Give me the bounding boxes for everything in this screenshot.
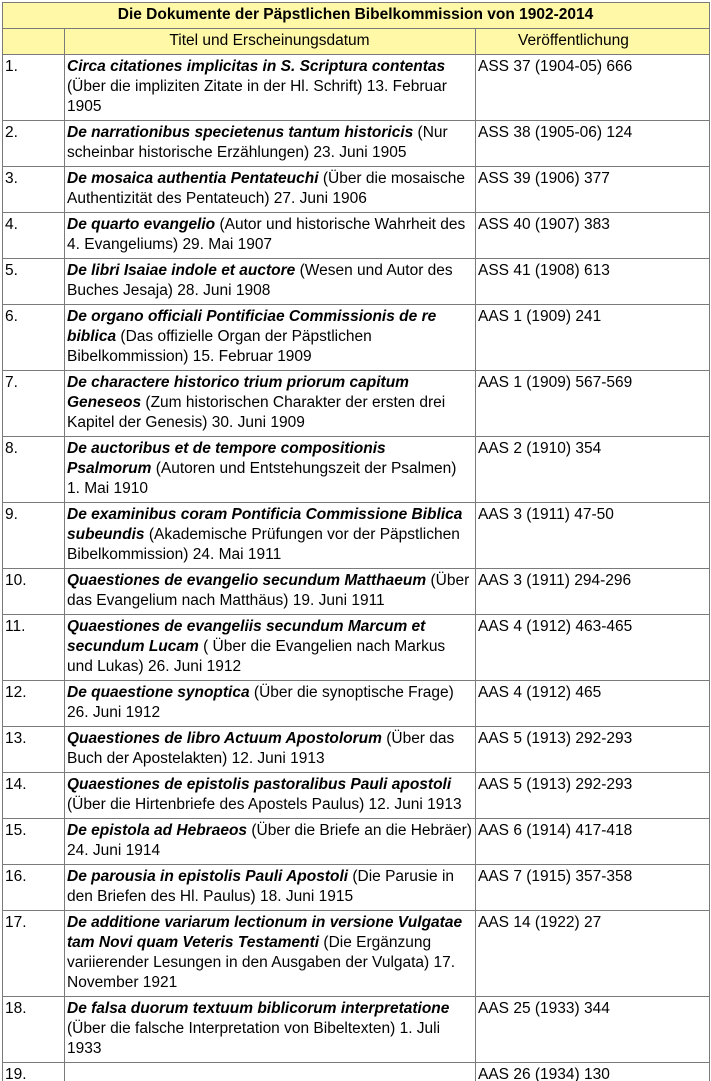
row-title-cell: [65, 305, 476, 371]
row-publication: AAS 3 (1911) 294-296: [476, 569, 710, 615]
latin-title: De falsa duorum textuum biblicorum interpretatione: [67, 1000, 450, 1017]
row-number: 18.: [3, 997, 65, 1063]
table-row: [3, 819, 710, 865]
table-title: Die Dokumente der Päpstlichen Bibelkommission von 1902-2014: [3, 3, 710, 29]
row-number: 14.: [3, 773, 65, 819]
latin-title: De libri Isaiae indole et auctore: [67, 262, 296, 279]
row-title-cell: [65, 1063, 476, 1081]
row-publication: ASS 41 (1908) 613: [476, 259, 710, 305]
latin-title: De epistola ad Hebraeos: [67, 822, 248, 839]
row-title-cell: [65, 615, 476, 681]
row-title-cell: [65, 911, 476, 997]
row-publication: AAS 14 (1922) 27: [476, 911, 710, 997]
row-publication: ASS 38 (1905-06) 124: [476, 121, 710, 167]
table-row: [3, 121, 710, 167]
documents-table: [2, 2, 710, 1081]
row-publication: AAS 2 (1910) 354: [476, 437, 710, 503]
german-description: (Zum historischen Charakter der ersten drei Kapitel der Genesis) 30. Juni 1909: [67, 394, 446, 431]
german-description: (Nur scheinbar historische Erzählungen) 23. Juni 1905: [67, 124, 448, 161]
latin-title: De quarto evangelio: [67, 216, 216, 233]
row-publication: AAS 1 (1909) 567-569: [476, 371, 710, 437]
row-number: 6.: [3, 305, 65, 371]
german-description: (Über die synoptische Frage) 26. Juni 1912: [67, 684, 454, 721]
german-description: (Autor und historische Wahrheit des 4. Evangeliums) 29. Mai 1907: [67, 216, 466, 253]
row-number: 1.: [3, 55, 65, 121]
row-number: 5.: [3, 259, 65, 305]
latin-title: De auctoribus et de tempore compositionis Psalmorum: [67, 440, 386, 477]
table-row: [3, 55, 710, 121]
row-title-cell: [65, 681, 476, 727]
row-title-cell: [65, 773, 476, 819]
table-row: [3, 259, 710, 305]
row-publication: AAS 4 (1912) 463-465: [476, 615, 710, 681]
german-description: (Wesen und Autor des Buches Jesaja) 28. Juni 1908: [67, 262, 453, 299]
latin-title: Quaestiones de evangeliis secundum Marcum et secundum Lucam: [67, 618, 426, 655]
table-row: [3, 503, 710, 569]
row-publication: AAS 4 (1912) 465: [476, 681, 710, 727]
german-description: (Über das Buch der Apostelakten) 12. Juni 1913: [67, 730, 455, 767]
german-description: (Das offizielle Organ der Päpstlichen Bibelkommission) 15. Februar 1909: [67, 328, 372, 365]
table-row: [3, 167, 710, 213]
row-publication: AAS 5 (1913) 292-293: [476, 727, 710, 773]
row-number: 13.: [3, 727, 65, 773]
row-number: 19.: [3, 1063, 65, 1081]
row-number: 16.: [3, 865, 65, 911]
german-description: (Über das Evangelium nach Matthäus) 19. Juni 1911: [67, 572, 470, 609]
latin-title: De narrationibus specietenus tantum historicis: [67, 124, 414, 141]
german-description: (Über die mosaische Authentizität des Pentateuch) 27. Juni 1906: [67, 170, 465, 207]
row-number: 2.: [3, 121, 65, 167]
row-title-cell: [65, 865, 476, 911]
row-number: 4.: [3, 213, 65, 259]
row-number: 3.: [3, 167, 65, 213]
table-title-row: [3, 3, 710, 29]
row-title-cell: [65, 437, 476, 503]
german-description: (Über die Hirtenbriefe des Apostels Paulus) 12. Juni 1913: [67, 796, 462, 813]
german-description: (Über die falsche Interpretation von Bibeltexten) 1. Juli 1933: [67, 1020, 441, 1057]
table-row: [3, 213, 710, 259]
table-body: [3, 55, 710, 1081]
table-row: [3, 681, 710, 727]
row-publication: AAS 5 (1913) 292-293: [476, 773, 710, 819]
latin-title: De examinibus coram Pontificia Commissione Biblica subeundis: [67, 506, 463, 543]
row-title-cell: [65, 727, 476, 773]
table-row: [3, 305, 710, 371]
row-publication: AAS 1 (1909) 241: [476, 305, 710, 371]
row-title-cell: [65, 569, 476, 615]
table-row: [3, 1063, 710, 1081]
column-header-publication: Veröffentlichung: [476, 29, 710, 55]
table-row: [3, 911, 710, 997]
row-publication: ASS 40 (1907) 383: [476, 213, 710, 259]
row-title-cell: [65, 503, 476, 569]
row-number: 11.: [3, 615, 65, 681]
table-row: [3, 569, 710, 615]
table-row: [3, 773, 710, 819]
row-title-cell: [65, 213, 476, 259]
row-title-cell: [65, 167, 476, 213]
row-number: 15.: [3, 819, 65, 865]
row-publication: AAS 6 (1914) 417-418: [476, 819, 710, 865]
row-publication: AAS 25 (1933) 344: [476, 997, 710, 1063]
table-row: [3, 997, 710, 1063]
table-row: [3, 865, 710, 911]
row-publication: ASS 37 (1904-05) 666: [476, 55, 710, 121]
latin-title: De organo officiali Pontificiae Commissionis de re biblica: [67, 308, 437, 345]
column-header-title: Titel und Erscheinungsdatum: [65, 29, 476, 55]
german-description: (Autoren und Entstehungszeit der Psalmen) 1. Mai 1910: [67, 460, 457, 497]
latin-title: Circa citationes implicitas in S. Scriptura contentas: [67, 58, 446, 75]
row-title-cell: [65, 819, 476, 865]
row-number: 17.: [3, 911, 65, 997]
german-description: ( Über die Evangelien nach Markus und Lukas) 26. Juni 1912: [67, 638, 446, 675]
row-title-cell: [65, 55, 476, 121]
latin-title: Quaestiones de libro Actuum Apostolorum: [67, 730, 382, 747]
table-header-row: [3, 29, 710, 55]
row-publication: ASS 39 (1906) 377: [476, 167, 710, 213]
table-row: [3, 615, 710, 681]
row-publication: AAS 26 (1934) 130: [476, 1063, 710, 1081]
row-publication: AAS 3 (1911) 47-50: [476, 503, 710, 569]
row-title-cell: [65, 121, 476, 167]
german-description: (Die Parusie in den Briefen des Hl. Paulus) 18. Juni 1915: [67, 868, 455, 905]
row-title-cell: [65, 997, 476, 1063]
row-number: 8.: [3, 437, 65, 503]
german-description: (Akademische Prüfungen vor der Päpstlichen Bibelkommission) 24. Mai 1911: [67, 526, 460, 563]
row-number: 7.: [3, 371, 65, 437]
table-row: [3, 371, 710, 437]
latin-title: Quaestiones de evangelio secundum Matthaeum: [67, 572, 427, 589]
row-title-cell: [65, 259, 476, 305]
column-header-number: [3, 29, 65, 55]
german-description: (Über die impliziten Zitate in der Hl. Schrift) 13. Februar 1905: [67, 78, 447, 115]
latin-title: De parousia in epistolis Pauli Apostoli: [67, 868, 349, 885]
row-number: 9.: [3, 503, 65, 569]
latin-title: De additione variarum lectionum in versione Vulgatae tam Novi quam Veteris Testamenti: [67, 914, 463, 951]
table-row: [3, 727, 710, 773]
latin-title: De charactere historico trium priorum capitum Geneseos: [67, 374, 409, 411]
table-row: [3, 437, 710, 503]
latin-title: Quaestiones de epistolis pastoralibus Pauli apostoli: [67, 776, 452, 793]
row-number: 10.: [3, 569, 65, 615]
row-number: 12.: [3, 681, 65, 727]
row-title-cell: [65, 371, 476, 437]
latin-title: De mosaica authentia Pentateuchi: [67, 170, 319, 187]
latin-title: De quaestione synoptica: [67, 684, 250, 701]
german-description: (Die Ergänzung variierender Lesungen in den Ausgaben der Vulgata) 17. November 1921: [67, 934, 456, 991]
row-publication: AAS 7 (1915) 357-358: [476, 865, 710, 911]
german-description: (Über die Briefe an die Hebräer) 24. Juni 1914: [67, 822, 472, 859]
